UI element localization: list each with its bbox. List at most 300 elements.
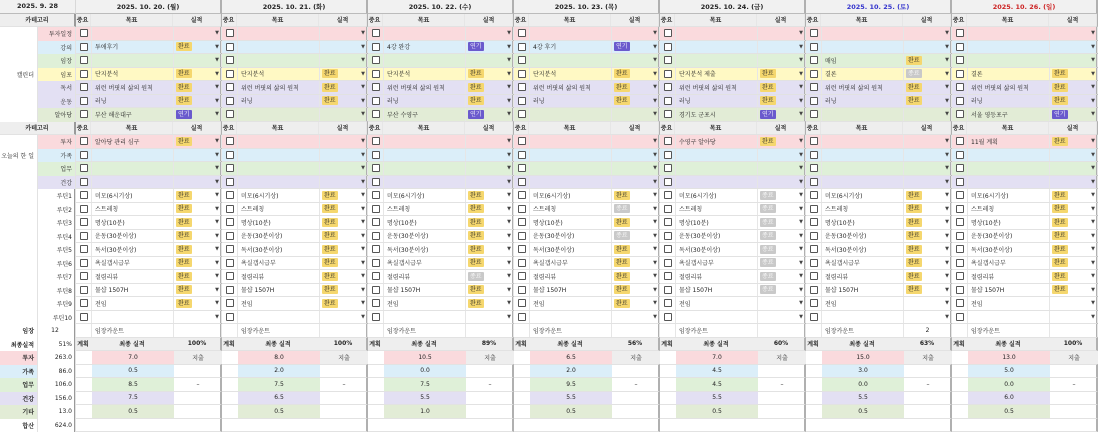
goal-input[interactable]: 4강 후기 [530, 41, 612, 54]
chevron-down-icon[interactable]: ▼ [361, 152, 365, 158]
importance-checkbox[interactable] [514, 108, 530, 121]
routine-result-dropdown[interactable] [612, 203, 660, 216]
importance-checkbox[interactable] [952, 54, 968, 67]
routine-checkbox[interactable] [76, 297, 92, 310]
goal-input[interactable]: 부산 수영구 [384, 108, 466, 121]
chevron-down-icon[interactable]: ▼ [507, 138, 511, 144]
result-dropdown[interactable] [174, 27, 222, 40]
routine-checkbox[interactable] [222, 257, 238, 270]
importance-checkbox[interactable] [222, 68, 238, 81]
chevron-down-icon[interactable]: ▼ [799, 165, 803, 171]
checkbox-icon[interactable] [664, 43, 672, 51]
result-dropdown[interactable] [320, 108, 368, 121]
routine-result-dropdown[interactable] [174, 230, 222, 243]
checkbox-icon[interactable] [664, 97, 672, 105]
checkbox-icon[interactable] [518, 313, 526, 321]
chevron-down-icon[interactable]: ▼ [653, 206, 657, 212]
goal-input[interactable] [238, 27, 320, 40]
importance-checkbox[interactable] [952, 41, 968, 54]
importance-checkbox[interactable] [952, 176, 968, 189]
chevron-down-icon[interactable]: ▼ [507, 44, 511, 50]
result-dropdown[interactable] [612, 108, 660, 121]
routine-checkbox[interactable] [806, 311, 822, 324]
goal-input[interactable]: 단지분석 제출 [676, 68, 758, 81]
routine-result-dropdown[interactable] [320, 257, 368, 270]
importance-checkbox[interactable] [806, 41, 822, 54]
checkbox-icon[interactable] [956, 164, 964, 172]
routine-checkbox[interactable] [76, 230, 92, 243]
checkbox-icon[interactable] [664, 178, 672, 186]
goal-input[interactable] [384, 27, 466, 40]
routine-result-dropdown[interactable] [320, 311, 368, 324]
chevron-down-icon[interactable]: ▼ [1091, 273, 1095, 279]
routine-checkbox[interactable] [514, 203, 530, 216]
checkbox-icon[interactable] [956, 191, 964, 199]
chevron-down-icon[interactable]: ▼ [507, 219, 511, 225]
importance-checkbox[interactable] [660, 41, 676, 54]
chevron-down-icon[interactable]: ▼ [507, 287, 511, 293]
checkbox-icon[interactable] [80, 259, 88, 267]
routine-result-dropdown[interactable] [612, 243, 660, 256]
importance-checkbox[interactable] [76, 108, 92, 121]
chevron-down-icon[interactable]: ▼ [215, 71, 219, 77]
routine-result-dropdown[interactable] [758, 270, 806, 283]
checkbox-icon[interactable] [372, 232, 380, 240]
result-dropdown[interactable] [758, 176, 806, 189]
goal-input[interactable]: 위런 버핏의 삶의 원칙 [238, 81, 320, 94]
routine-result-dropdown[interactable] [320, 230, 368, 243]
checkbox-icon[interactable] [80, 299, 88, 307]
routine-result-dropdown[interactable] [174, 270, 222, 283]
routine-result-dropdown[interactable] [904, 284, 952, 297]
checkbox-icon[interactable] [80, 164, 88, 172]
routine-result-dropdown[interactable] [320, 203, 368, 216]
result-dropdown[interactable] [612, 81, 660, 94]
checkbox-icon[interactable] [372, 272, 380, 280]
routine-checkbox[interactable] [222, 311, 238, 324]
checkbox-icon[interactable] [518, 178, 526, 186]
checkbox-icon[interactable] [810, 70, 818, 78]
routine-checkbox[interactable] [806, 203, 822, 216]
importance-checkbox[interactable] [806, 108, 822, 121]
chevron-down-icon[interactable]: ▼ [361, 206, 365, 212]
routine-result-dropdown[interactable] [1050, 257, 1098, 270]
routine-result-dropdown[interactable] [320, 216, 368, 229]
goal-input[interactable]: 위런 버핏의 삶의 원칙 [822, 81, 904, 94]
chevron-down-icon[interactable]: ▼ [361, 165, 365, 171]
chevron-down-icon[interactable]: ▼ [945, 273, 949, 279]
goal-input[interactable] [238, 149, 320, 162]
checkbox-icon[interactable] [80, 245, 88, 253]
checkbox-icon[interactable] [226, 272, 234, 280]
chevron-down-icon[interactable]: ▼ [799, 233, 803, 239]
chevron-down-icon[interactable]: ▼ [1091, 233, 1095, 239]
goal-input[interactable] [822, 41, 904, 54]
importance-checkbox[interactable] [806, 162, 822, 175]
chevron-down-icon[interactable]: ▼ [215, 179, 219, 185]
checkbox-icon[interactable] [518, 272, 526, 280]
result-dropdown[interactable] [320, 135, 368, 148]
goal-input[interactable]: 서울 영등포구 [968, 108, 1050, 121]
result-dropdown[interactable] [320, 81, 368, 94]
routine-result-dropdown[interactable] [1050, 189, 1098, 202]
goal-input[interactable]: 알아당 관리 심구 [92, 135, 174, 148]
routine-result-dropdown[interactable] [612, 257, 660, 270]
goal-input[interactable]: 러닝 [968, 95, 1050, 108]
routine-checkbox[interactable] [76, 189, 92, 202]
checkbox-icon[interactable] [518, 83, 526, 91]
chevron-down-icon[interactable]: ▼ [1091, 138, 1095, 144]
checkbox-icon[interactable] [226, 259, 234, 267]
goal-input[interactable]: 투애후기 [92, 41, 174, 54]
chevron-down-icon[interactable]: ▼ [799, 219, 803, 225]
result-dropdown[interactable] [904, 108, 952, 121]
checkbox-icon[interactable] [664, 29, 672, 37]
routine-result-dropdown[interactable] [320, 284, 368, 297]
importance-checkbox[interactable] [368, 162, 384, 175]
goal-input[interactable]: 부산 해운대구 [92, 108, 174, 121]
importance-checkbox[interactable] [368, 54, 384, 67]
importance-checkbox[interactable] [952, 95, 968, 108]
checkbox-icon[interactable] [810, 56, 818, 64]
chevron-down-icon[interactable]: ▼ [653, 71, 657, 77]
checkbox-icon[interactable] [372, 151, 380, 159]
routine-result-dropdown[interactable] [1050, 243, 1098, 256]
chevron-down-icon[interactable]: ▼ [945, 260, 949, 266]
importance-checkbox[interactable] [952, 149, 968, 162]
checkbox-icon[interactable] [956, 286, 964, 294]
routine-result-dropdown[interactable] [1050, 270, 1098, 283]
checkbox-icon[interactable] [518, 245, 526, 253]
importance-checkbox[interactable] [952, 68, 968, 81]
checkbox-icon[interactable] [664, 164, 672, 172]
importance-checkbox[interactable] [806, 135, 822, 148]
goal-input[interactable] [92, 149, 174, 162]
importance-checkbox[interactable] [76, 95, 92, 108]
goal-input[interactable] [968, 162, 1050, 175]
goal-input[interactable] [384, 149, 466, 162]
routine-result-dropdown[interactable] [320, 189, 368, 202]
chevron-down-icon[interactable]: ▼ [1091, 206, 1095, 212]
routine-result-dropdown[interactable] [758, 297, 806, 310]
checkbox-icon[interactable] [810, 43, 818, 51]
result-dropdown[interactable] [1050, 95, 1098, 108]
goal-input[interactable] [238, 162, 320, 175]
routine-checkbox[interactable] [660, 243, 676, 256]
importance-checkbox[interactable] [222, 54, 238, 67]
routine-checkbox[interactable] [76, 284, 92, 297]
result-dropdown[interactable] [466, 149, 514, 162]
checkbox-icon[interactable] [810, 191, 818, 199]
result-dropdown[interactable] [758, 95, 806, 108]
routine-result-dropdown[interactable] [758, 203, 806, 216]
routine-result-dropdown[interactable] [904, 297, 952, 310]
chevron-down-icon[interactable]: ▼ [361, 300, 365, 306]
checkbox-icon[interactable] [956, 29, 964, 37]
chevron-down-icon[interactable]: ▼ [653, 219, 657, 225]
checkbox-icon[interactable] [226, 70, 234, 78]
checkbox-icon[interactable] [226, 56, 234, 64]
routine-result-dropdown[interactable] [612, 284, 660, 297]
chevron-down-icon[interactable]: ▼ [215, 152, 219, 158]
checkbox-icon[interactable] [518, 205, 526, 213]
checkbox-icon[interactable] [372, 29, 380, 37]
checkbox-icon[interactable] [80, 313, 88, 321]
chevron-down-icon[interactable]: ▼ [215, 314, 219, 320]
checkbox-icon[interactable] [664, 137, 672, 145]
result-dropdown[interactable] [612, 41, 660, 54]
routine-checkbox[interactable] [660, 216, 676, 229]
chevron-down-icon[interactable]: ▼ [361, 57, 365, 63]
chevron-down-icon[interactable]: ▼ [1091, 44, 1095, 50]
result-dropdown[interactable] [174, 135, 222, 148]
checkbox-icon[interactable] [80, 218, 88, 226]
importance-checkbox[interactable] [76, 149, 92, 162]
checkbox-icon[interactable] [664, 110, 672, 118]
importance-checkbox[interactable] [806, 54, 822, 67]
routine-checkbox[interactable] [76, 203, 92, 216]
result-dropdown[interactable] [612, 135, 660, 148]
checkbox-icon[interactable] [810, 164, 818, 172]
importance-checkbox[interactable] [368, 81, 384, 94]
routine-result-dropdown[interactable] [904, 216, 952, 229]
goal-input[interactable] [238, 54, 320, 67]
chevron-down-icon[interactable]: ▼ [215, 111, 219, 117]
routine-result-dropdown[interactable] [758, 189, 806, 202]
checkbox-icon[interactable] [810, 29, 818, 37]
routine-result-dropdown[interactable] [904, 230, 952, 243]
chevron-down-icon[interactable]: ▼ [507, 233, 511, 239]
result-dropdown[interactable] [904, 162, 952, 175]
goal-input[interactable] [530, 108, 612, 121]
routine-checkbox[interactable] [806, 270, 822, 283]
chevron-down-icon[interactable]: ▼ [361, 287, 365, 293]
goal-input[interactable] [822, 108, 904, 121]
checkbox-icon[interactable] [956, 232, 964, 240]
checkbox-icon[interactable] [226, 83, 234, 91]
importance-checkbox[interactable] [514, 149, 530, 162]
checkbox-icon[interactable] [810, 232, 818, 240]
routine-checkbox[interactable] [660, 257, 676, 270]
routine-result-dropdown[interactable] [904, 189, 952, 202]
checkbox-icon[interactable] [226, 164, 234, 172]
chevron-down-icon[interactable]: ▼ [215, 246, 219, 252]
chevron-down-icon[interactable]: ▼ [799, 111, 803, 117]
importance-checkbox[interactable] [368, 68, 384, 81]
routine-checkbox[interactable] [660, 311, 676, 324]
chevron-down-icon[interactable]: ▼ [799, 57, 803, 63]
routine-checkbox[interactable] [952, 216, 968, 229]
chevron-down-icon[interactable]: ▼ [653, 246, 657, 252]
checkbox-icon[interactable] [226, 245, 234, 253]
checkbox-icon[interactable] [810, 110, 818, 118]
checkbox-icon[interactable] [664, 313, 672, 321]
goal-input[interactable] [822, 162, 904, 175]
routine-checkbox[interactable] [368, 270, 384, 283]
result-dropdown[interactable] [466, 108, 514, 121]
routine-result-dropdown[interactable] [174, 297, 222, 310]
routine-checkbox[interactable] [76, 216, 92, 229]
checkbox-icon[interactable] [956, 259, 964, 267]
routine-checkbox[interactable] [514, 257, 530, 270]
importance-checkbox[interactable] [76, 27, 92, 40]
result-dropdown[interactable] [320, 176, 368, 189]
result-dropdown[interactable] [904, 68, 952, 81]
checkbox-icon[interactable] [80, 97, 88, 105]
routine-result-dropdown[interactable] [174, 216, 222, 229]
importance-checkbox[interactable] [76, 81, 92, 94]
checkbox-icon[interactable] [80, 272, 88, 280]
checkbox-icon[interactable] [226, 97, 234, 105]
checkbox-icon[interactable] [664, 286, 672, 294]
chevron-down-icon[interactable]: ▼ [507, 179, 511, 185]
checkbox-icon[interactable] [664, 56, 672, 64]
result-dropdown[interactable] [1050, 108, 1098, 121]
checkbox-icon[interactable] [226, 29, 234, 37]
goal-input[interactable]: 단지분석 [384, 68, 466, 81]
chevron-down-icon[interactable]: ▼ [1091, 71, 1095, 77]
result-dropdown[interactable] [1050, 135, 1098, 148]
routine-checkbox[interactable] [514, 284, 530, 297]
chevron-down-icon[interactable]: ▼ [799, 273, 803, 279]
checkbox-icon[interactable] [80, 83, 88, 91]
goal-input[interactable] [968, 176, 1050, 189]
chevron-down-icon[interactable]: ▼ [799, 71, 803, 77]
routine-checkbox[interactable] [952, 257, 968, 270]
routine-checkbox[interactable] [222, 189, 238, 202]
importance-checkbox[interactable] [368, 27, 384, 40]
result-dropdown[interactable] [466, 135, 514, 148]
checkbox-icon[interactable] [956, 137, 964, 145]
checkbox-icon[interactable] [226, 43, 234, 51]
checkbox-icon[interactable] [80, 232, 88, 240]
routine-checkbox[interactable] [514, 270, 530, 283]
importance-checkbox[interactable] [806, 81, 822, 94]
routine-checkbox[interactable] [952, 189, 968, 202]
goal-input[interactable] [968, 41, 1050, 54]
goal-input[interactable]: 위런 버핏의 삶의 원칙 [384, 81, 466, 94]
chevron-down-icon[interactable]: ▼ [653, 98, 657, 104]
routine-result-dropdown[interactable] [904, 257, 952, 270]
checkbox-icon[interactable] [518, 218, 526, 226]
checkbox-icon[interactable] [956, 272, 964, 280]
checkbox-icon[interactable] [80, 43, 88, 51]
importance-checkbox[interactable] [368, 41, 384, 54]
chevron-down-icon[interactable]: ▼ [799, 246, 803, 252]
importance-checkbox[interactable] [952, 135, 968, 148]
goal-input[interactable]: 러닝 [530, 95, 612, 108]
goal-input[interactable] [238, 176, 320, 189]
goal-input[interactable] [968, 54, 1050, 67]
result-dropdown[interactable] [904, 95, 952, 108]
routine-checkbox[interactable] [806, 216, 822, 229]
result-dropdown[interactable] [174, 68, 222, 81]
chevron-down-icon[interactable]: ▼ [215, 84, 219, 90]
importance-checkbox[interactable] [660, 27, 676, 40]
goal-input[interactable] [238, 108, 320, 121]
routine-result-dropdown[interactable] [1050, 203, 1098, 216]
result-dropdown[interactable] [904, 149, 952, 162]
importance-checkbox[interactable] [806, 176, 822, 189]
chevron-down-icon[interactable]: ▼ [1091, 84, 1095, 90]
goal-input[interactable]: 위런 버핏의 삶의 원칙 [92, 81, 174, 94]
checkbox-icon[interactable] [664, 218, 672, 226]
chevron-down-icon[interactable]: ▼ [215, 98, 219, 104]
importance-checkbox[interactable] [514, 54, 530, 67]
routine-result-dropdown[interactable] [612, 270, 660, 283]
result-dropdown[interactable] [904, 81, 952, 94]
checkbox-icon[interactable] [226, 218, 234, 226]
routine-checkbox[interactable] [222, 216, 238, 229]
routine-checkbox[interactable] [222, 203, 238, 216]
checkbox-icon[interactable] [80, 191, 88, 199]
routine-checkbox[interactable] [368, 243, 384, 256]
importance-checkbox[interactable] [76, 41, 92, 54]
checkbox-icon[interactable] [810, 272, 818, 280]
chevron-down-icon[interactable]: ▼ [507, 98, 511, 104]
chevron-down-icon[interactable]: ▼ [1091, 260, 1095, 266]
chevron-down-icon[interactable]: ▼ [507, 300, 511, 306]
chevron-down-icon[interactable]: ▼ [1091, 98, 1095, 104]
chevron-down-icon[interactable]: ▼ [653, 273, 657, 279]
checkbox-icon[interactable] [80, 56, 88, 64]
chevron-down-icon[interactable]: ▼ [507, 30, 511, 36]
routine-result-dropdown[interactable] [466, 284, 514, 297]
importance-checkbox[interactable] [368, 95, 384, 108]
checkbox-icon[interactable] [664, 83, 672, 91]
result-dropdown[interactable] [904, 41, 952, 54]
goal-input[interactable]: 러닝 [384, 95, 466, 108]
chevron-down-icon[interactable]: ▼ [1091, 246, 1095, 252]
goal-input[interactable]: 11월 계획 [968, 135, 1050, 148]
importance-checkbox[interactable] [76, 68, 92, 81]
routine-checkbox[interactable] [514, 311, 530, 324]
checkbox-icon[interactable] [810, 151, 818, 159]
goal-input[interactable]: 4강 완강 [384, 41, 466, 54]
routine-result-dropdown[interactable] [612, 297, 660, 310]
routine-result-dropdown[interactable] [174, 257, 222, 270]
result-dropdown[interactable] [174, 162, 222, 175]
result-dropdown[interactable] [904, 176, 952, 189]
checkbox-icon[interactable] [372, 83, 380, 91]
routine-result-dropdown[interactable] [320, 297, 368, 310]
checkbox-icon[interactable] [810, 205, 818, 213]
chevron-down-icon[interactable]: ▼ [799, 84, 803, 90]
routine-checkbox[interactable] [806, 189, 822, 202]
routine-checkbox[interactable] [222, 243, 238, 256]
routine-result-dropdown[interactable] [174, 311, 222, 324]
goal-input[interactable] [968, 27, 1050, 40]
checkbox-icon[interactable] [372, 164, 380, 172]
goal-input[interactable] [92, 54, 174, 67]
chevron-down-icon[interactable]: ▼ [361, 314, 365, 320]
chevron-down-icon[interactable]: ▼ [215, 138, 219, 144]
checkbox-icon[interactable] [810, 83, 818, 91]
routine-result-dropdown[interactable] [612, 216, 660, 229]
checkbox-icon[interactable] [664, 205, 672, 213]
checkbox-icon[interactable] [80, 29, 88, 37]
chevron-down-icon[interactable]: ▼ [1091, 152, 1095, 158]
chevron-down-icon[interactable]: ▼ [945, 138, 949, 144]
chevron-down-icon[interactable]: ▼ [653, 138, 657, 144]
result-dropdown[interactable] [174, 54, 222, 67]
goal-input[interactable] [822, 27, 904, 40]
result-dropdown[interactable] [320, 68, 368, 81]
result-dropdown[interactable] [1050, 54, 1098, 67]
routine-checkbox[interactable] [806, 257, 822, 270]
checkbox-icon[interactable] [664, 259, 672, 267]
routine-checkbox[interactable] [76, 257, 92, 270]
